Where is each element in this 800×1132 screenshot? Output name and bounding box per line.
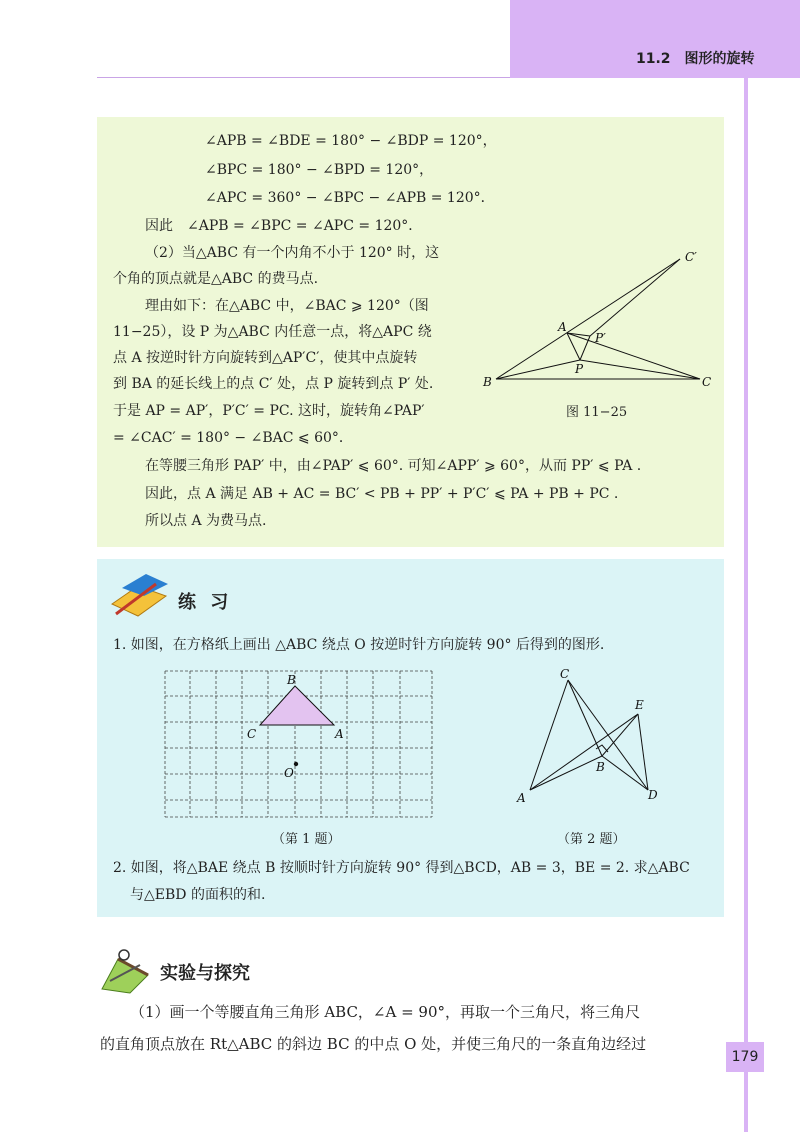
grid-label-b: B [287,673,296,687]
fig25-label-p: P [575,362,584,376]
page-number: 179 [726,1042,764,1072]
fig2-label-a: A [517,791,526,805]
fig2-label-b: B [596,760,605,774]
side-margin-bar [744,78,748,1132]
grid-label-a: A [335,727,344,741]
exercise-question-2-line-2: 与△EBD 的面积的和. [130,887,266,903]
exercise-question-2-line-1: 2. 如图，将△BAE 绕点 B 按顺时针方向旋转 90° 得到△BCD，AB = 3，BE = 2. 求△ABC [113,860,690,876]
proof-line-13: 在等腰三角形 PAP′ 中，由∠PAP′ ⩽ 60°. 可知∠APP′ ⩾ 60°，从而 PP′ ⩽ PA . [145,458,642,474]
experiment-icon [100,945,158,995]
proof-line-4: 因此 ∠APB = ∠BPC = ∠APC = 120°． [145,218,423,234]
fig25-label-p-prime: P′ [595,331,606,345]
proof-line-15: 所以点 A 为费马点. [145,513,267,529]
exercise-question-1: 1. 如图，在方格纸上画出 △ABC 绕点 O 按逆时针方向旋转 90° 后得到的图形. [113,637,605,653]
proof-line-14: 因此，点 A 满足 AB + AC = BC′ < PB + PP′ + P′C′ ⩽ PA + PB + PC . [145,486,619,502]
proof-line-7: 理由如下：在△ABC 中，∠BAC ⩾ 120°（图 [145,298,429,314]
proof-line-3: ∠APC = 360° − ∠BPC − ∠APB = 120°． [205,190,495,206]
proof-line-12: = ∠CAC′ = 180° − ∠BAC ⩽ 60°． [113,430,353,446]
question-1-caption: （第 1 题） [272,832,341,847]
fig2-label-d: D [648,788,658,802]
proof-line-11: 于是 AP = AP′，P′C′ = PC. 这时，旋转角∠PAP′ [113,403,425,419]
grid-label-o: O [284,766,294,780]
proof-line-8: 11−25），设 P 为△ABC 内任意一点，将△APC 绕 [113,324,432,340]
experiment-title: 实验与探究 [160,963,250,984]
exercise-title: 练 习 [178,592,233,613]
fig25-label-c-prime: C′ [685,250,697,264]
question-2-caption: （第 2 题） [557,832,626,847]
proof-line-9: 点 A 按逆时针方向旋转到△AP′C′，使其中点旋转 [113,350,418,366]
proof-line-5: （2）当△ABC 有一个内角不小于 120° 时，这 [145,245,440,261]
header-rule [97,77,510,78]
fig25-label-b: B [483,375,492,389]
section-title: 11.2 图形的旋转 [636,51,755,67]
question-2-figure [510,664,670,814]
exercise-icon [108,570,173,620]
fig2-label-c: C [560,667,570,681]
figure-11-25 [480,247,720,397]
proof-line-10: 到 BA 的延长线上的点 C′ 处，点 P 旋转到点 P′ 处. [113,376,434,392]
proof-line-1: ∠APB = ∠BDE = 180° − ∠BDP = 120°， [205,133,497,149]
proof-line-2: ∠BPC = 180° − ∠BPD = 120°， [205,162,434,178]
grid-figure [160,667,435,822]
figure-11-25-caption: 图 11−25 [566,405,628,420]
fig25-label-c: C [702,375,712,389]
fig2-label-e: E [635,698,644,712]
experiment-line-1: （1）画一个等腰直角三角形 ABC，∠A = 90°，再取一个三角尺，将三角尺 [130,1003,641,1021]
proof-line-6: 个角的顶点就是△ABC 的费马点. [113,271,319,287]
experiment-line-2: 的直角顶点放在 Rt△ABC 的斜边 BC 的中点 O 处，并使三角尺的一条直角边经过 [100,1035,647,1053]
fig25-label-a: A [558,320,567,334]
grid-label-c: C [247,727,257,741]
